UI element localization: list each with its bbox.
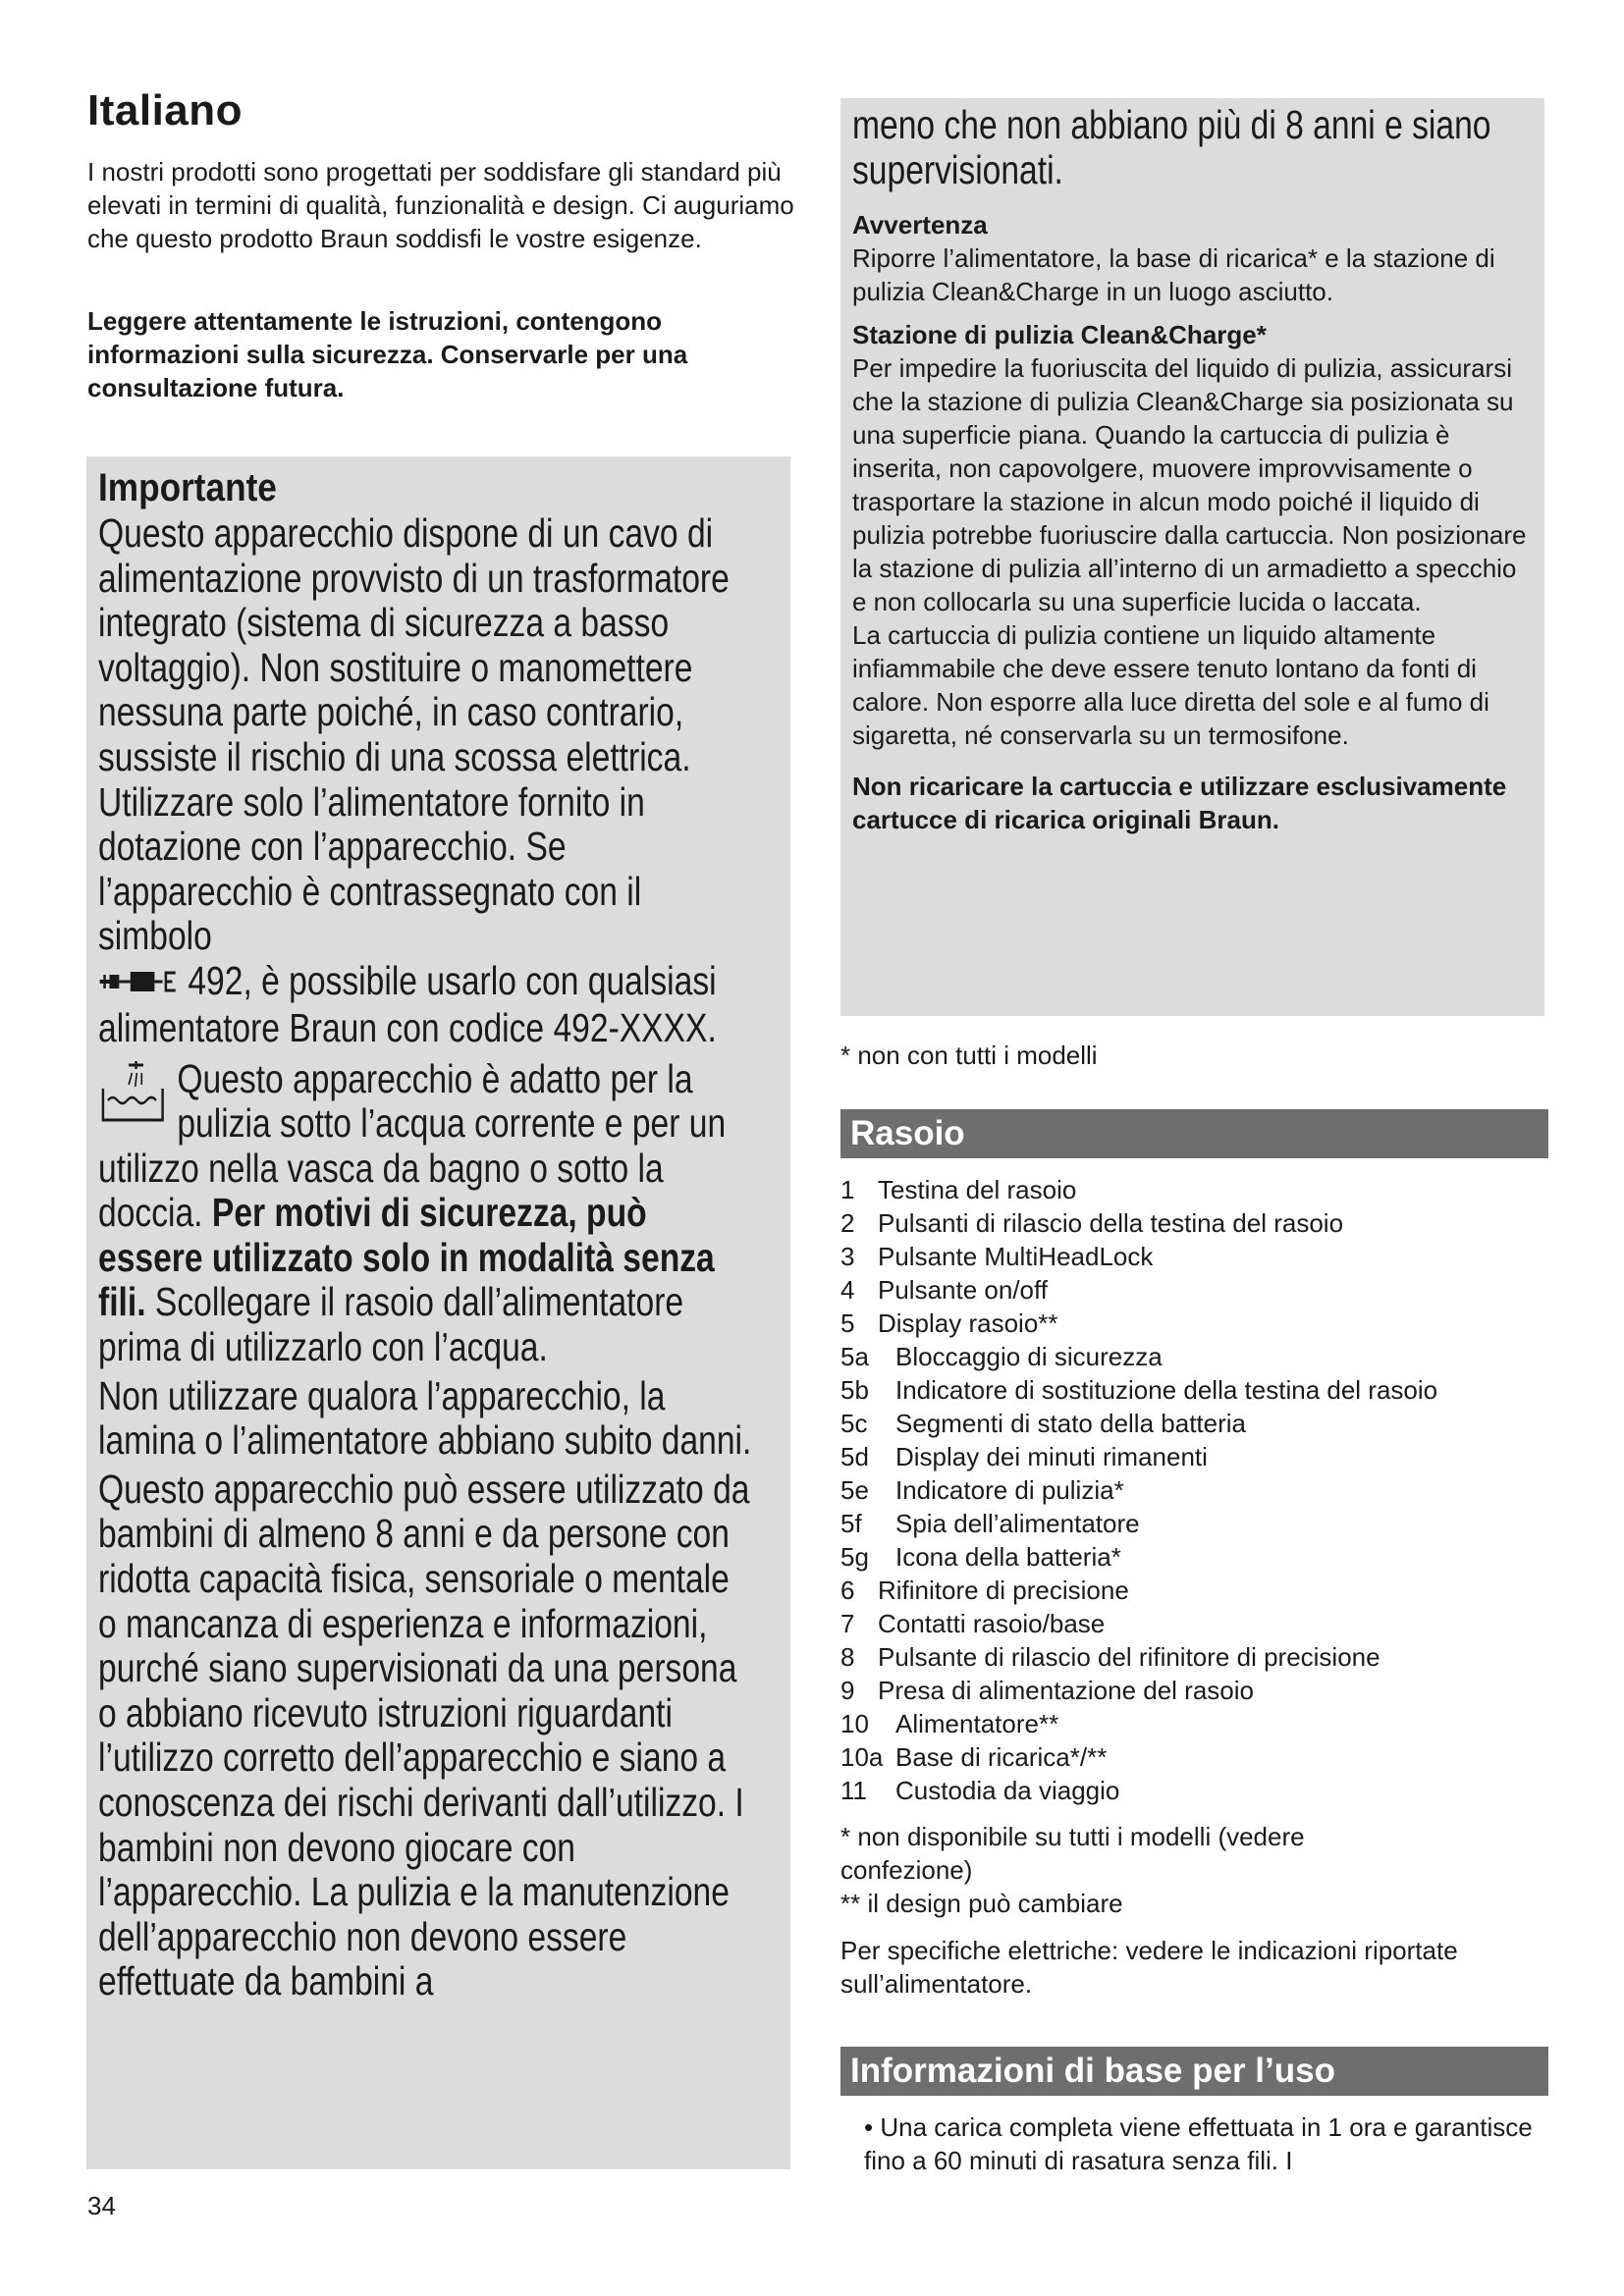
list-item (840, 1774, 1557, 1807)
part-number: 5f (840, 1509, 862, 1538)
part-label: Presa di alimentazione del rasoio (878, 1676, 1254, 1705)
part-number: 7 (840, 1609, 855, 1638)
plug-symbol-icon (98, 961, 179, 1006)
part-label: Base di ricarica*/** (895, 1742, 1108, 1772)
parts-list (840, 1173, 1557, 1807)
parts-notes (840, 1820, 1430, 1920)
list-item (840, 1740, 1557, 1774)
shower-washable-icon (96, 1059, 169, 1138)
page-number: 34 (87, 2191, 116, 2220)
important-paragraph-4: Questo apparecchio può essere utilizzato da bambini di almeno 8 anni e da persone con ridotta capacità fisica, sensoriale o mentale o mancanza di esperienza e informazioni, purché siano supervisionati da una persona o abbiano ricevuto istruzioni riguardanti l’utilizzo corretto dell’apparecchio e siano a conoscenza dei rischi derivanti dall’utilizzo. I bambini non devono giocare con l’apparecchio. La pulizia e la manutenzione dell’apparecchio non devono essere effettuate da bambini a (98, 1466, 750, 2004)
list-item (840, 1674, 1557, 1707)
page-title: Italiano (87, 86, 244, 134)
part-number: 10a (840, 1742, 884, 1772)
part-label: Pulsanti di rilascio della testina del rasoio (878, 1208, 1344, 1238)
part-number: 1 (840, 1175, 855, 1204)
list-item (840, 1574, 1557, 1607)
part-number: 5g (840, 1542, 869, 1572)
electric-specs: Per specifiche elettriche: vedere le indicazioni riportate sull’alimentatore. (840, 1936, 1458, 1999)
part-number: 5d (840, 1442, 869, 1471)
part-number: 2 (840, 1208, 855, 1238)
list-item (840, 1340, 1557, 1373)
note-not-all-models: * non disponibile su tutti i modelli (vedere confezione) (840, 1822, 1305, 1885)
list-item (840, 1206, 1557, 1240)
basics-bullet-1: • Una carica completa viene effettuata in 1 ora e garantisce fino a 60 minuti di rasatura senza fili. I (864, 2112, 1533, 2175)
part-number: 5c (840, 1409, 868, 1438)
part-label: Testina del rasoio (878, 1175, 1077, 1204)
part-number: 3 (840, 1242, 855, 1271)
part-number: 10 (840, 1709, 869, 1738)
important-box (86, 456, 790, 2169)
intro-bold-text: Leggere attentamente le istruzioni, contengono informazioni sulla sicurezza. Conservarle per una consultazione futura. (87, 306, 688, 402)
important-p2-bold: Per motivi di sicurezza, può essere utilizzato solo in modalità senza fili. (98, 1190, 715, 1325)
part-number: 4 (840, 1275, 855, 1305)
part-number: 9 (840, 1676, 855, 1705)
important-paragraph-2 (98, 1057, 757, 1370)
part-number: 5a (840, 1342, 869, 1371)
list-item (840, 1607, 1557, 1640)
station-text-2: La cartuccia di pulizia contiene un liquido altamente infiammabile che deve essere tenuto lontano da fonti di calore. Non esporre alla luce diretta del sole e al fumo di sigaretta, né conservarla su un termosifone. (852, 620, 1489, 750)
important-p1-text: Questo apparecchio dispone di un cavo di alimentazione provvisto di un trasformatore integrato (sistema di sicurezza a basso voltaggio). Non sostituire o manomettere nessuna parte poiché, in caso contrario, sussiste il rischio di una scossa elettrica. Utilizzare solo l’alimentatore fornito in dotazione con l’apparecchio. Se l’apparecchio è contrassegnato con il simbolo (98, 510, 730, 959)
part-label: Icona della batteria* (895, 1542, 1121, 1572)
list-item (840, 1240, 1557, 1273)
station-text-1: Per impedire la fuoriuscita del liquido di pulizia, assicurarsi che la stazione di pulizia Clean&Charge sia posizionata su una superficie piana. Quando la cartuccia di pulizia è inserita, non capovolgere, muovere improvvisamente o trasportare la stazione in alcun modo poiché il liquido di pulizia potrebbe fuoriuscire dalla cartuccia. Non posizionare la stazione di pulizia all’interno di un armadietto a specchio e non collocarla su una superficie lucida o laccata. (852, 353, 1527, 616)
warning-text: Riporre l’alimentatore, la base di ricarica* e la stazione di pulizia Clean&Charge in un luogo asciutto. (852, 243, 1495, 306)
note-design: ** il design può cambiare (840, 1889, 1123, 1918)
part-label: Segmenti di stato della batteria (895, 1409, 1246, 1438)
part-label: Pulsante di rilascio del rifinitore di precisione (878, 1642, 1380, 1672)
list-item (840, 1473, 1557, 1507)
list-item (840, 1407, 1557, 1440)
part-label: Indicatore di sostituzione della testina del rasoio (895, 1375, 1438, 1405)
station-bold-warning: Non ricaricare la cartuccia e utilizzare esclusivamente cartucce di ricarica originali Braun. (852, 772, 1507, 834)
part-label: Indicatore di pulizia* (895, 1475, 1124, 1505)
part-label: Alimentatore** (895, 1709, 1059, 1738)
list-item (840, 1440, 1557, 1473)
list-item (840, 1373, 1557, 1407)
part-label: Display dei minuti rimanenti (895, 1442, 1208, 1471)
basics-heading: Informazioni di base per l’uso (840, 2047, 1548, 2096)
list-item (840, 1540, 1557, 1574)
important-p2-text: Questo apparecchio è adatto per la pulizia sotto l’acqua corrente e per un utilizzo nella vasca da bagno o sotto la doccia. (98, 1055, 727, 1236)
part-label: Pulsante on/off (878, 1275, 1048, 1305)
list-item (840, 1507, 1557, 1540)
station-heading: Stazione di pulizia Clean&Charge* (852, 320, 1267, 349)
part-number: 8 (840, 1642, 855, 1672)
important-paragraph-1 (98, 511, 757, 1051)
list-item (840, 1173, 1557, 1206)
part-label: Pulsante MultiHeadLock (878, 1242, 1154, 1271)
rasoio-heading: Rasoio (840, 1109, 1548, 1158)
part-number: 5 (840, 1308, 855, 1338)
part-label: Custodia da viaggio (895, 1776, 1120, 1805)
list-item (840, 1307, 1557, 1340)
important-p1-tail: 492, è possibile usarlo con qualsiasi alimentatore Braun con codice 492-XXXX. (98, 957, 717, 1050)
continued-box (840, 98, 1544, 1016)
part-number: 5e (840, 1475, 869, 1505)
list-item (840, 1707, 1557, 1740)
part-number: 5b (840, 1375, 869, 1405)
list-item (840, 1273, 1557, 1307)
footnote-models: * non con tutti i modelli (840, 1041, 1098, 1070)
part-label: Spia dell’alimentatore (895, 1509, 1140, 1538)
warning-heading: Avvertenza (852, 210, 988, 240)
important-continued: meno che non abbiano più di 8 anni e siano supervisionati. (852, 102, 1491, 192)
part-label: Display rasoio** (878, 1308, 1058, 1338)
part-label: Bloccaggio di sicurezza (895, 1342, 1163, 1371)
list-item (840, 1640, 1557, 1674)
important-heading: Importante (98, 466, 277, 509)
important-p2-tail: Scollegare il rasoio dall’alimentatore prima di utilizzarlo con l’acqua. (98, 1279, 684, 1370)
important-paragraph-3: Non utilizzare qualora l’apparecchio, la lamina o l’alimentatore abbiano subito danni. (98, 1372, 752, 1464)
intro-text: I nostri prodotti sono progettati per soddisfare gli standard più elevati in termini di qualità, funzionalità e design. Ci auguriamo che questo prodotto Braun soddisfi le vostre esigenze. (87, 157, 794, 253)
part-label: Rifinitore di precisione (878, 1575, 1129, 1605)
part-label: Contatti rasoio/base (878, 1609, 1106, 1638)
part-number: 6 (840, 1575, 855, 1605)
part-number: 11 (840, 1776, 867, 1805)
